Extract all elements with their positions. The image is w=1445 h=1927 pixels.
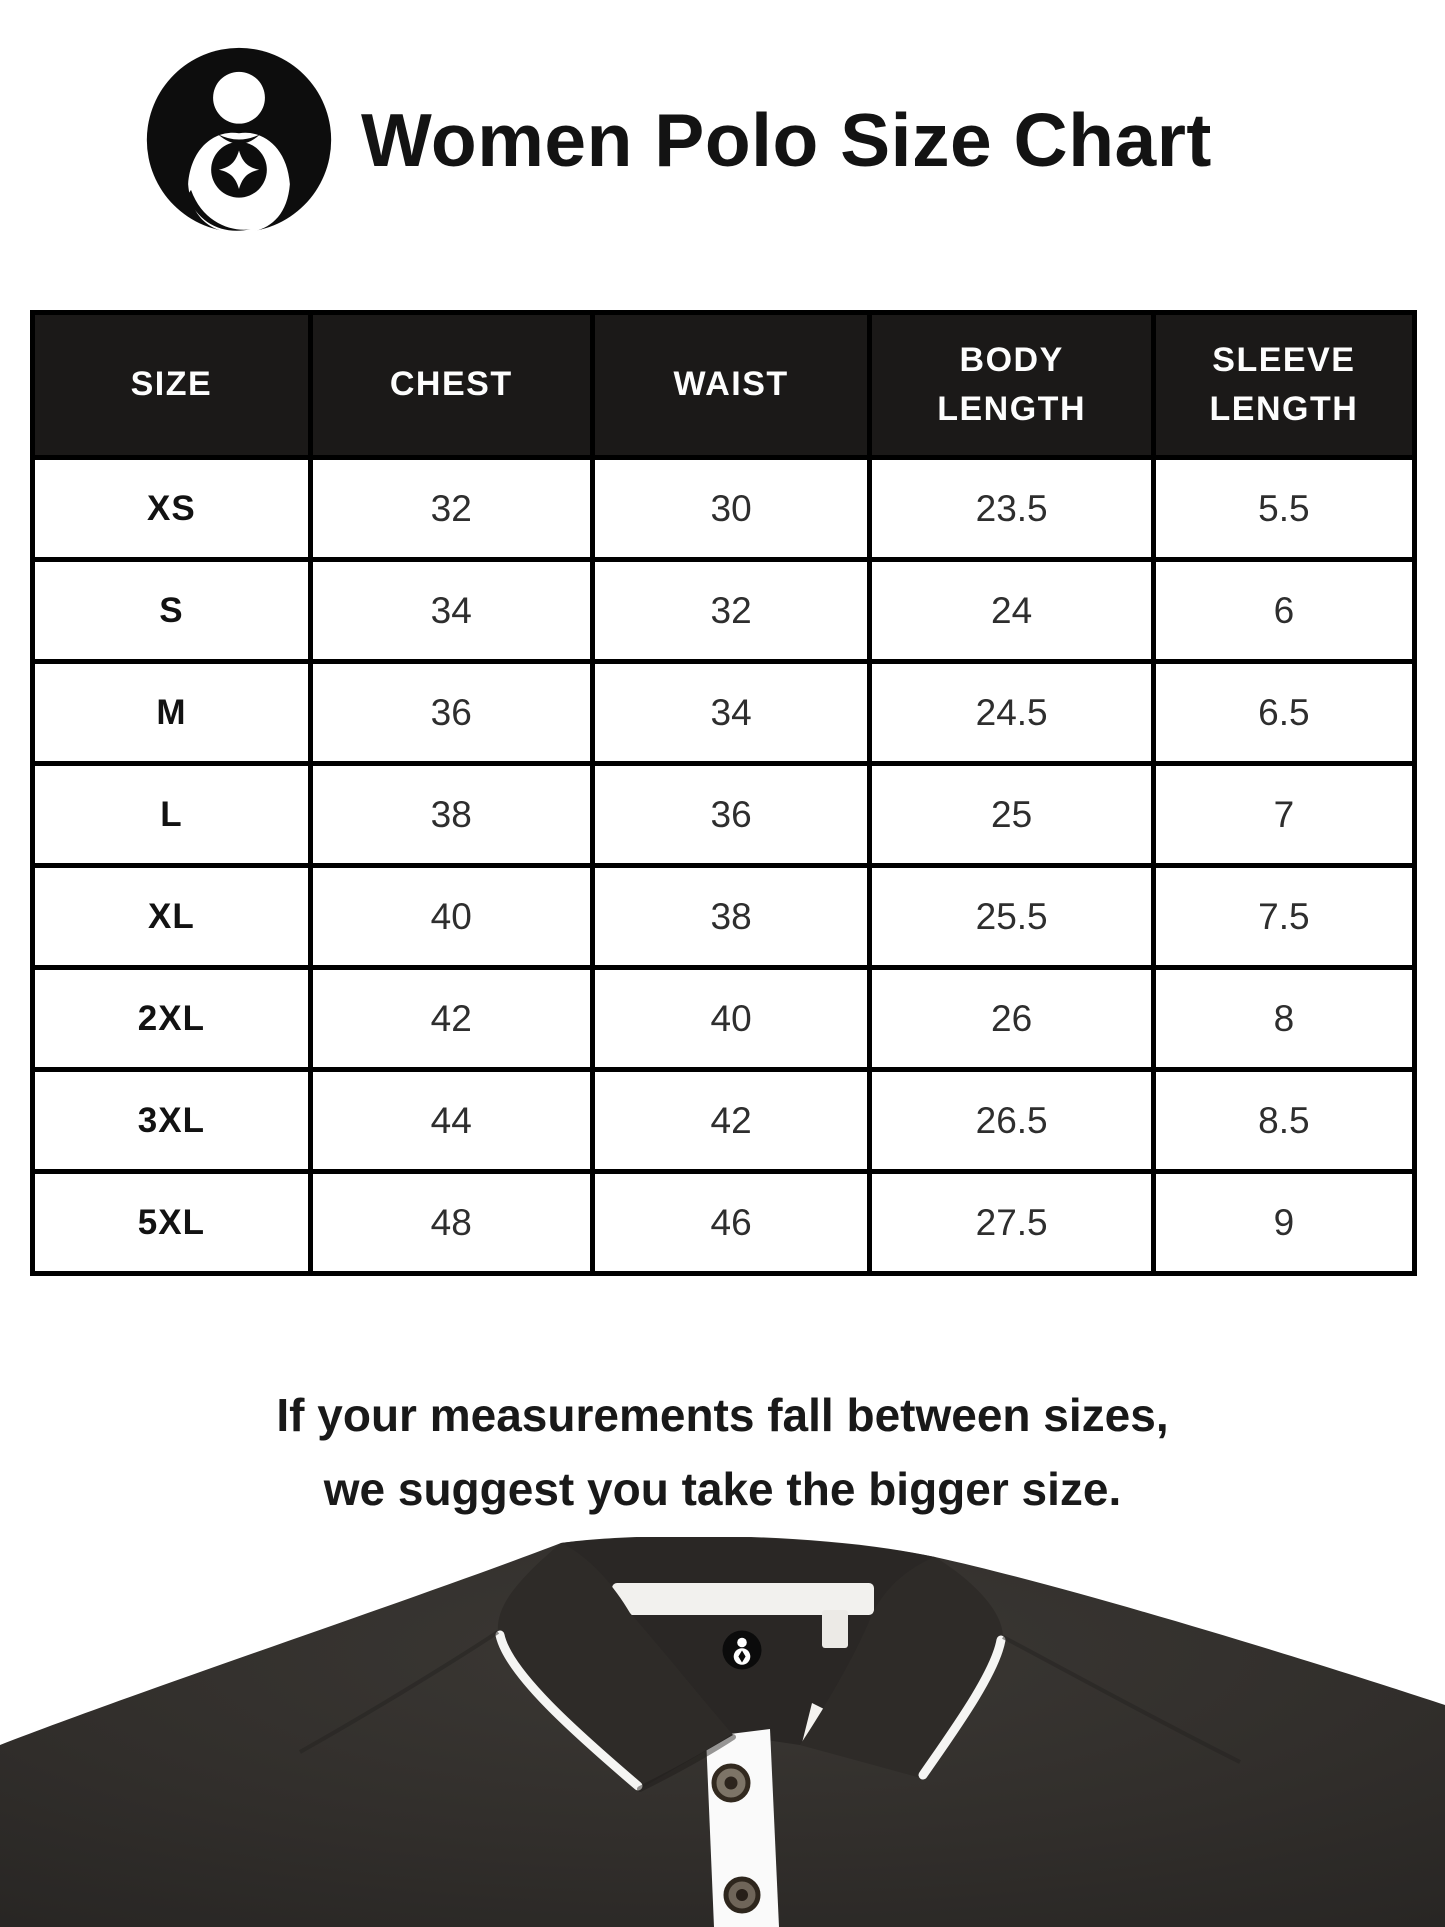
size-cell: XS xyxy=(33,458,311,560)
column-header-chest: CHEST xyxy=(310,313,592,458)
value-cell: 32 xyxy=(592,560,870,662)
size-label-tag xyxy=(822,1610,848,1648)
size-cell: S xyxy=(33,560,311,662)
value-cell: 32 xyxy=(310,458,592,560)
value-cell: 34 xyxy=(310,560,592,662)
table-row xyxy=(33,866,1415,968)
size-cell: L xyxy=(33,764,311,866)
value-cell: 6.5 xyxy=(1153,662,1414,764)
placket-button-top xyxy=(714,1766,748,1800)
value-cell: 7 xyxy=(1153,764,1414,866)
value-cell: 25.5 xyxy=(870,866,1153,968)
value-cell: 42 xyxy=(592,1070,870,1172)
value-cell: 30 xyxy=(592,458,870,560)
table-row xyxy=(33,1070,1415,1172)
page-title: Women Polo Size Chart xyxy=(361,97,1212,182)
table-row xyxy=(33,1172,1415,1274)
brand-header xyxy=(143,44,1212,236)
column-header-body-length: BODY LENGTH xyxy=(870,313,1153,458)
value-cell: 6 xyxy=(1153,560,1414,662)
size-cell: 5XL xyxy=(33,1172,311,1274)
value-cell: 24.5 xyxy=(870,662,1153,764)
value-cell: 34 xyxy=(592,662,870,764)
value-cell: 24 xyxy=(870,560,1153,662)
value-cell: 7.5 xyxy=(1153,866,1414,968)
value-cell: 5.5 xyxy=(1153,458,1414,560)
value-cell: 40 xyxy=(592,968,870,1070)
column-header-size: SIZE xyxy=(33,313,311,458)
size-cell: M xyxy=(33,662,311,764)
column-header-sleeve-length: SLEEVE LENGTH xyxy=(1153,313,1414,458)
value-cell: 8.5 xyxy=(1153,1070,1414,1172)
value-cell: 26 xyxy=(870,968,1153,1070)
value-cell: 36 xyxy=(310,662,592,764)
table-row xyxy=(33,458,1415,560)
value-cell: 9 xyxy=(1153,1172,1414,1274)
sizing-note xyxy=(0,1378,1445,1526)
value-cell: 46 xyxy=(592,1172,870,1274)
value-cell: 38 xyxy=(592,866,870,968)
table-row xyxy=(33,968,1415,1070)
value-cell: 8 xyxy=(1153,968,1414,1070)
sizing-note-line2: we suggest you take the bigger size. xyxy=(323,1463,1122,1515)
collar-logo-patch xyxy=(723,1631,762,1670)
value-cell: 38 xyxy=(310,764,592,866)
polo-shirt-photo xyxy=(0,1537,1445,1927)
value-cell: 48 xyxy=(310,1172,592,1274)
table-row xyxy=(33,662,1415,764)
size-chart-table xyxy=(30,310,1417,1276)
value-cell: 36 xyxy=(592,764,870,866)
value-cell: 27.5 xyxy=(870,1172,1153,1274)
mother-baby-logo-icon xyxy=(143,44,335,236)
table-row xyxy=(33,764,1415,866)
size-cell: 3XL xyxy=(33,1070,311,1172)
column-header-waist: WAIST xyxy=(592,313,870,458)
table-header-row xyxy=(33,313,1415,458)
value-cell: 40 xyxy=(310,866,592,968)
value-cell: 42 xyxy=(310,968,592,1070)
sizing-note-line1: If your measurements fall between sizes, xyxy=(276,1389,1169,1441)
value-cell: 23.5 xyxy=(870,458,1153,560)
size-cell: XL xyxy=(33,866,311,968)
value-cell: 26.5 xyxy=(870,1070,1153,1172)
value-cell: 44 xyxy=(310,1070,592,1172)
placket-button-bottom xyxy=(726,1879,758,1911)
table-row xyxy=(33,560,1415,662)
size-cell: 2XL xyxy=(33,968,311,1070)
value-cell: 25 xyxy=(870,764,1153,866)
